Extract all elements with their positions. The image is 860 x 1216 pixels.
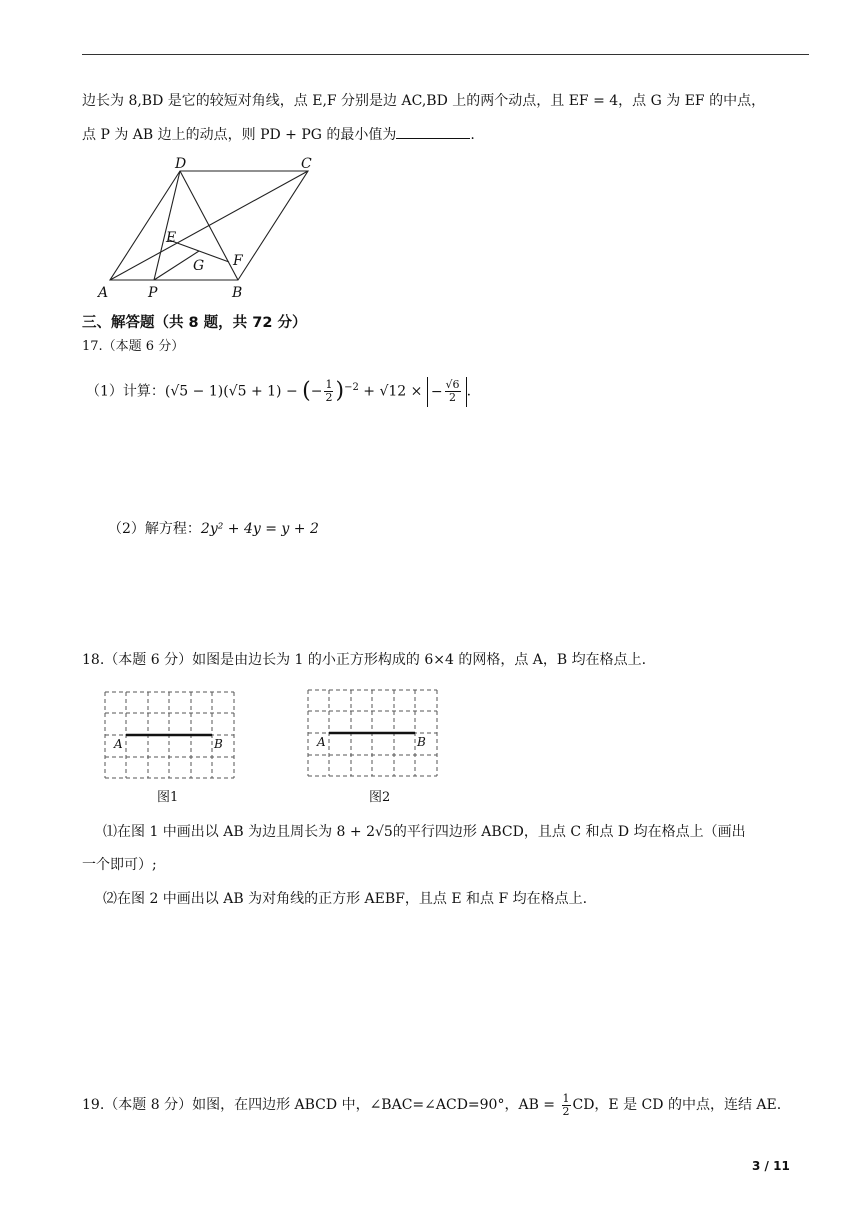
q16-line2 bbox=[82, 124, 475, 145]
diagonal-AC bbox=[110, 171, 308, 280]
fraction-half: $\frac{1}{2}$ bbox=[325, 378, 333, 405]
grid-figure-2 bbox=[307, 688, 441, 780]
q18-part1-line1: ⑴在图 1 中画出以 AB 为边且周长为 8 + 2√5的平行四边形 ABCD，且点 C 和点 D 均在格点上（画出 bbox=[103, 824, 746, 840]
q17-expr-b: + √12 × bbox=[358, 383, 427, 400]
grid2-label-A: A bbox=[317, 735, 326, 749]
q17-part2-label: （2）解方程： bbox=[108, 521, 201, 537]
label-D: D bbox=[175, 156, 187, 172]
absolute-value: − $\frac{√6}{2}$ bbox=[427, 377, 467, 407]
label-G: G bbox=[193, 258, 205, 274]
rhombus-figure bbox=[96, 152, 326, 300]
q17-expr-a: (√5 − 1)(√5 + 1) − bbox=[164, 383, 303, 400]
label-C: C bbox=[301, 156, 312, 172]
q16-line2-end: . bbox=[470, 127, 475, 143]
label-E: E bbox=[166, 230, 177, 246]
label-B: B bbox=[232, 285, 243, 300]
label-P: P bbox=[148, 285, 158, 300]
grid1-label-B: B bbox=[214, 737, 223, 751]
grid1-label-A: A bbox=[114, 737, 123, 751]
q19-fraction: $\frac{1}{2}$ bbox=[562, 1091, 570, 1118]
label-A: A bbox=[98, 285, 109, 300]
q19-text-b: CD，E 是 CD 的中点，连结 AE. bbox=[572, 1097, 782, 1113]
fraction-sqrt6: $\frac{√6}{2}$ bbox=[445, 378, 460, 405]
label-F: F bbox=[233, 253, 243, 269]
exponent: −2 bbox=[344, 382, 359, 393]
q16-line2-text: 点 P 为 AB 边上的动点，则 PD + PG 的最小值为 bbox=[82, 127, 397, 143]
q17-part2-expr: 2y² + 4y = y + 2 bbox=[200, 521, 319, 537]
fig1-caption: 图1 bbox=[157, 790, 179, 805]
page-number: 3 / 11 bbox=[752, 1159, 790, 1173]
q18-header: 18.（本题 6 分）如图是由边长为 1 的小正方形构成的 6×4 的网格，点 A，B 均在格点上. bbox=[82, 652, 647, 668]
q17-header: 17.（本题 6 分） bbox=[82, 339, 185, 354]
segment-DP bbox=[154, 171, 180, 280]
q19-text-a: 19.（本题 8 分）如图，在四边形 ABCD 中，∠BAC=∠ACD=90°，AB = bbox=[82, 1097, 560, 1113]
q17-part1-label: （1）计算： bbox=[86, 383, 165, 400]
q16-line1: 边长为 8,BD 是它的较短对角线，点 E,F 分别是边 AC,BD 上的两个动点，且 EF = 4，点 G 为 EF 的中点， bbox=[82, 93, 766, 109]
q18-part2: ⑵在图 2 中画出以 AB 为对角线的正方形 AEBF，且点 E 和点 F 均在格点上. bbox=[103, 891, 588, 907]
q19-text bbox=[82, 1090, 781, 1120]
grid2-label-B: B bbox=[417, 735, 426, 749]
paren-close: ) bbox=[335, 378, 345, 404]
section-heading: 三、解答题（共 8 题，共 72 分） bbox=[82, 315, 307, 331]
q17-part2 bbox=[108, 519, 319, 539]
paren-open: ( bbox=[302, 378, 311, 404]
fig2-caption: 图2 bbox=[369, 790, 391, 805]
header-rule bbox=[82, 54, 809, 55]
answer-blank bbox=[396, 124, 470, 139]
q17-part1: （1）计算：(√5 − 1)(√5 + 1) − (− $\frac{1}{2}$ )$^{-2}$ + √12 × − $\frac{√6}{2}$ . bbox=[86, 372, 471, 408]
q17-part1-end: . bbox=[466, 383, 472, 400]
grid-figure-1 bbox=[104, 690, 238, 782]
q18-part1-line2: 一个即可）; bbox=[82, 857, 157, 873]
